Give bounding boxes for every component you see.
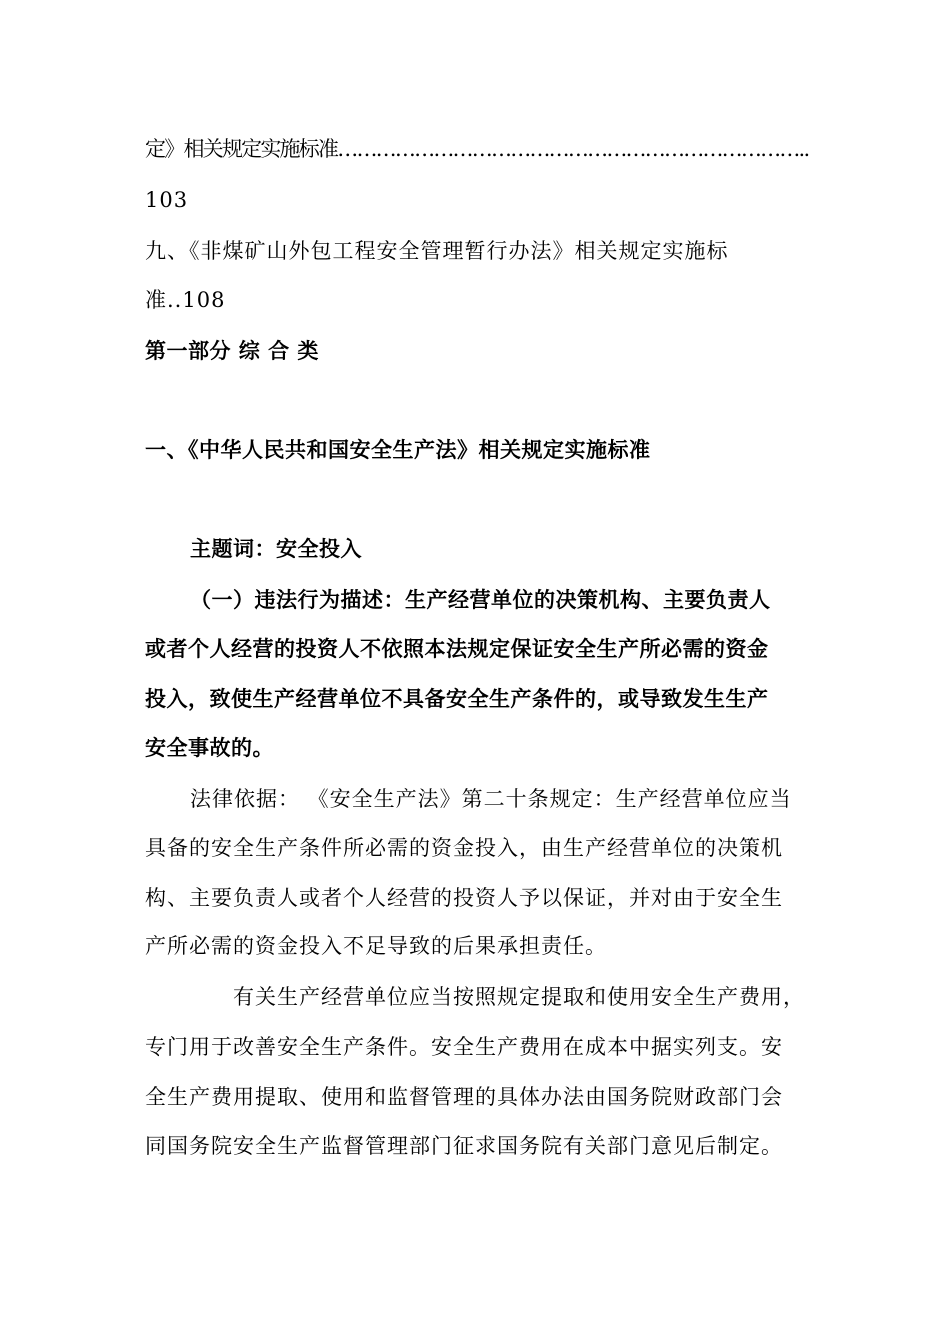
part-heading: 第一部分 综 合 类 bbox=[145, 339, 319, 363]
paragraph2-line-3: 全生产费用提取、使用和监督管理的具体办法由国务院财政部门会 bbox=[145, 1085, 783, 1109]
paragraph2-line-1: 有关生产经营单位应当按照规定提取和使用安全生产费用， bbox=[233, 985, 805, 1009]
topic-line: 主题词：安全投入 bbox=[190, 537, 362, 561]
violation-line-2: 或者个人经营的投资人不依照本法规定保证安全生产所必需的资金 bbox=[145, 637, 769, 661]
toc-entry-8-page-number: 103 bbox=[145, 188, 189, 212]
section-heading: 一、《中华人民共和国安全生产法》相关规定实施标准 bbox=[145, 438, 651, 462]
toc-entry-9-line-2: 准..108 bbox=[145, 288, 226, 312]
toc-entry-9-line-1: 九、《非煤矿山外包工程安全管理暂行办法》相关规定实施标 bbox=[145, 239, 729, 263]
violation-line-1: （一）违法行为描述：生产经营单位的决策机构、主要负责人 bbox=[190, 588, 771, 612]
legal-basis-line-4: 产所必需的资金投入不足导致的后果承担责任。 bbox=[145, 934, 607, 958]
toc-entry-8-line-1: 定》相关规定实施标准……………………………………………………………….. bbox=[145, 137, 809, 161]
violation-line-4: 安全事故的。 bbox=[145, 736, 274, 760]
legal-basis-line-1: 法律依据： 《安全生产法》第二十条规定：生产经营单位应当 bbox=[190, 787, 792, 811]
violation-line-3: 投入，致使生产经营单位不具备安全生产条件的，或导致发生生产 bbox=[145, 687, 769, 711]
legal-basis-line-2: 具备的安全生产条件所必需的资金投入，由生产经营单位的决策机 bbox=[145, 836, 783, 860]
paragraph2-line-2: 专门用于改善安全生产条件。安全生产费用在成本中据实列支。安 bbox=[145, 1035, 783, 1059]
paragraph2-line-4: 同国务院安全生产监督管理部门征求国务院有关部门意见后制定。 bbox=[145, 1134, 783, 1158]
legal-basis-line-3: 构、主要负责人或者个人经营的投资人予以保证，并对由于安全生 bbox=[145, 886, 783, 910]
